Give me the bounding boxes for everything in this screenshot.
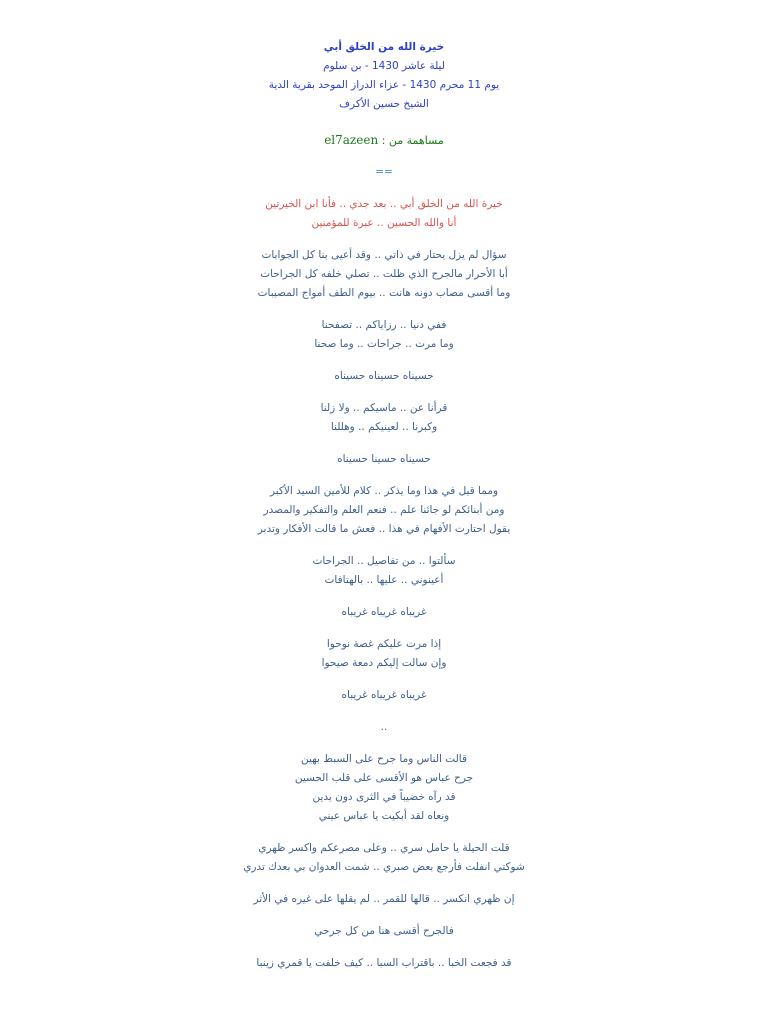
- verse-line: ومن أبنائكم لو جائنا علم .. فنعم العلم والتفكير والمصدر: [263, 504, 505, 516]
- refrain-line: حسيناه حسينا حسيناه: [337, 453, 431, 465]
- refrain-husaynah-2: [0, 450, 768, 469]
- event-night: ليلة عاشر 1430 - بن سلوم: [323, 60, 445, 72]
- lyrics-document: [0, 38, 768, 973]
- verse-line: أبا الأحرار مالجرح الذي ظلت .. تصلي خلفه كل الجراحات: [260, 268, 508, 280]
- verse-line: يقول احتارت الأفهام في هذا .. فعش ما قالت الأفكار وتدبر: [257, 523, 511, 535]
- verse-line: قرأنا عن .. ماسيكم .. ولا زلنا: [320, 402, 448, 414]
- stanza-2: [0, 316, 768, 354]
- stanza-10: [0, 922, 768, 941]
- stanza-6: [0, 635, 768, 673]
- verse-line: قد فجعت الخبا .. باقتراب السبا .. كيف خلفت يا قمري زينبا: [256, 957, 512, 969]
- stanza-5: [0, 552, 768, 590]
- stanza-9: [0, 890, 768, 909]
- verse-line: سألتوا .. من تفاصيل .. الجراحات: [312, 555, 456, 567]
- verse-line: قالت الناس وما جرح على السبط بهين: [300, 753, 468, 765]
- section-break-dots: ..: [380, 721, 388, 733]
- verse-line: إذا مرت عليكم غصة نوحوا: [326, 638, 442, 650]
- stanza-7: [0, 750, 768, 826]
- section-break: [0, 718, 768, 737]
- contributor-name: el7azeen: [324, 133, 379, 147]
- contribution-line: [0, 131, 768, 150]
- verse-line: شوكتي انفلت فأرجع بعض صبري .. شمت العدوان بي بعدك تدري: [243, 861, 525, 873]
- verse-line: ونعاه لقد أبكيت يا عباس عيني: [318, 810, 450, 822]
- refrain-gharibah-1: [0, 603, 768, 622]
- verse-line: ففي دنيا .. رزاياكم .. تصفحنا: [321, 319, 447, 331]
- verse-line: وما مرت .. جراحات .. وما صحنا: [314, 338, 454, 350]
- stanza-4: [0, 482, 768, 539]
- verse-line: سؤال لم يزل يحتار في ذاتي .. وقد أعيى بنا كل الجوابات: [261, 249, 507, 261]
- contribution-label: مساهمة من :: [381, 134, 444, 147]
- stanza-11: [0, 954, 768, 973]
- reciter-name: الشيخ حسين الأكرف: [339, 98, 429, 110]
- verse-line: أعينوني .. عليها .. بالهتافات: [324, 574, 444, 586]
- stanza-8: [0, 839, 768, 877]
- verse-line: ومما قيل في هذا وما يذكر .. كلام للأمين السيد الأكبر: [269, 485, 499, 497]
- verse-line: وما أقسى مصاب دونه هانت .. بيوم الطف أمواج المصيبات: [257, 287, 511, 299]
- separator: ==: [375, 166, 393, 178]
- intro-line: أنا والله الحسين .. عبرة للمؤمنين: [311, 217, 457, 229]
- verse-line: جرح عباس هو الأقسى على قلب الحسين: [294, 772, 474, 784]
- refrain-line: حسيناه حسيناه حسيناه: [334, 370, 434, 382]
- stanza-1: [0, 246, 768, 303]
- refrain-gharibah-2: [0, 686, 768, 705]
- verse-line: فالجرح أقسى هنا من كل جرحي: [314, 925, 454, 937]
- refrain-line: غريباه غريباه غريباه: [341, 689, 427, 701]
- verse-line: قلت الحيلة يا حامل سري .. وعلى مصرعكم واكسر ظهري: [258, 842, 510, 854]
- verse-line: وكبرنا .. لعينيكم .. وهللنا: [330, 421, 438, 433]
- verse-line: قد رآه خضيباً في الثرى دون يدين: [312, 791, 456, 803]
- intro-line: خيرة الله من الخلق أبي .. بعد جدي .. فأنا ابن الخيرتين: [265, 198, 503, 210]
- stanza-3: [0, 399, 768, 437]
- poem-title: خيرة الله من الخلق أبي: [323, 41, 445, 53]
- event-date-place: يوم 11 محرم 1430 - عزاء الدراز الموحد بقرية الدية: [268, 79, 500, 91]
- refrain-husaynah-1: [0, 367, 768, 386]
- intro-couplet: [0, 195, 768, 233]
- verse-line: وإن سالت إليكم دمعة صيحوا: [321, 657, 447, 669]
- verse-line: إن ظهري انكسر .. قالها للقمر .. لم يقلها على غيره في الأثر: [253, 893, 515, 905]
- refrain-line: غريباه غريباه غريباه: [341, 606, 427, 618]
